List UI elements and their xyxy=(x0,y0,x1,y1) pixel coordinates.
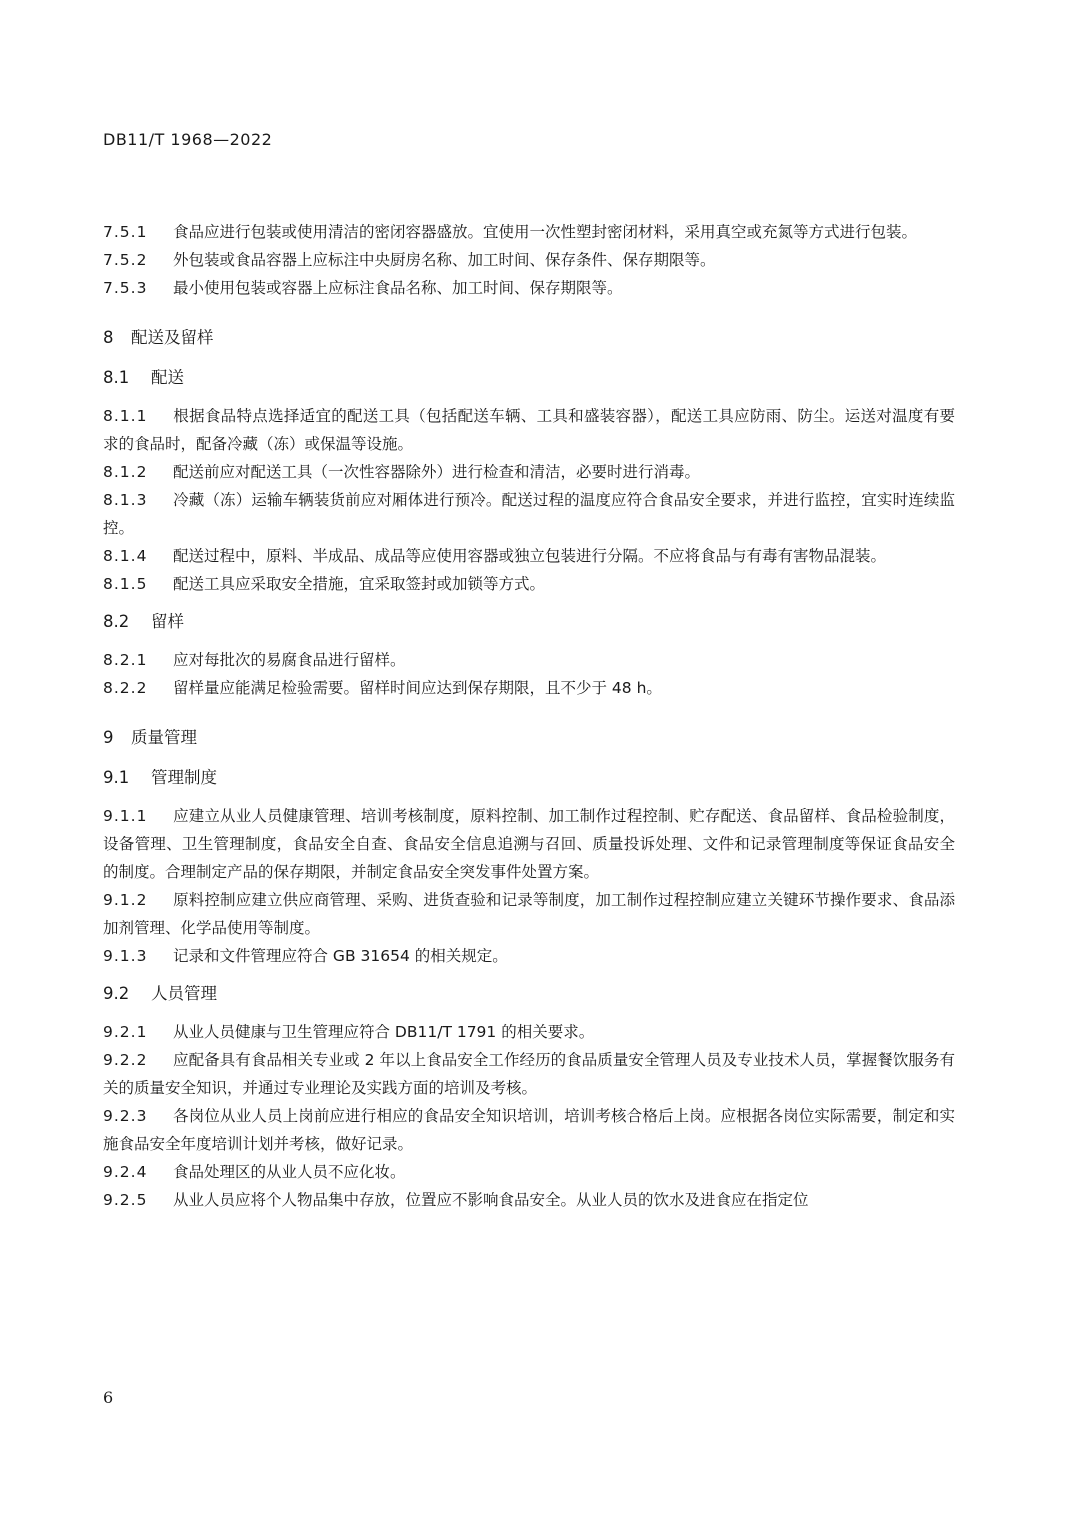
clause-number: 7.5.1 xyxy=(103,223,148,241)
clause-number: 8.2.2 xyxy=(103,679,148,697)
clause-9-2-3 xyxy=(103,1102,955,1158)
section-title: 留样 xyxy=(151,612,184,631)
clause-number: 9.2.1 xyxy=(103,1023,148,1041)
clause-9-1-2 xyxy=(103,886,955,942)
clause-text: 外包装或食品容器上应标注中央厨房名称、加工时间、保存条件、保存期限等。 xyxy=(173,251,716,269)
section-title: 配送 xyxy=(151,368,184,387)
section-heading-9-2 xyxy=(103,980,955,1008)
section-heading-8 xyxy=(103,324,955,352)
clause-8-1-4 xyxy=(103,542,955,570)
clause-number: 9.2.2 xyxy=(103,1051,148,1069)
clause-8-1-1 xyxy=(103,402,955,458)
clause-9-1-3 xyxy=(103,942,955,970)
section-number: 9.2 xyxy=(103,984,130,1003)
section-title: 人员管理 xyxy=(151,984,217,1003)
clause-number: 9.1.1 xyxy=(103,807,148,825)
clause-number: 8.1.4 xyxy=(103,547,148,565)
clause-9-2-1 xyxy=(103,1018,955,1046)
clause-text: 从业人员应将个人物品集中存放，位置应不影响食品安全。从业人员的饮水及进食应在指定位 xyxy=(173,1191,809,1209)
clause-9-2-4 xyxy=(103,1158,955,1186)
clause-text: 各岗位从业人员上岗前应进行相应的食品安全知识培训，培训考核合格后上岗。应根据各岗位实际需要，制定和实施食品安全年度培训计划并考核，做好记录。 xyxy=(103,1107,955,1153)
clause-text: 根据食品特点选择适宜的配送工具（包括配送车辆、工具和盛装容器），配送工具应防雨、防尘。运送对温度有要求的食品时，配备冷藏（冻）或保温等设施。 xyxy=(103,407,955,453)
section-number: 8 xyxy=(103,328,114,347)
section-number: 8.2 xyxy=(103,612,130,631)
page-number: 6 xyxy=(103,1388,114,1407)
section-title: 配送及留样 xyxy=(131,328,214,347)
clause-number: 9.1.3 xyxy=(103,947,148,965)
clause-text: 记录和文件管理应符合 GB 31654 的相关规定。 xyxy=(173,947,508,965)
clause-9-1-1 xyxy=(103,802,955,886)
clause-text: 从业人员健康与卫生管理应符合 DB11/T 1791 的相关要求。 xyxy=(173,1023,595,1041)
clause-9-2-5 xyxy=(103,1186,955,1214)
clause-text: 冷藏（冻）运输车辆装货前应对厢体进行预冷。配送过程的温度应符合食品安全要求，并进行监控，宜实时连续监控。 xyxy=(103,491,955,537)
clause-7-5-1 xyxy=(103,218,955,246)
document-body xyxy=(103,218,955,1214)
clause-9-2-2 xyxy=(103,1046,955,1102)
clause-text: 配送前应对配送工具（一次性容器除外）进行检查和清洁，必要时进行消毒。 xyxy=(173,463,701,481)
clause-text: 应建立从业人员健康管理、培训考核制度，原料控制、加工制作过程控制、贮存配送、食品留样、食品检验制度，设备管理、卫生管理制度，食品安全自查、食品安全信息追溯与召回、质量投诉处理、文件和记录管理制度等保证食品安全的制度。合理制定产品的保存期限，并制定食品安全突发事件处置方案。 xyxy=(103,807,955,881)
clause-text: 食品应进行包装或使用清洁的密闭容器盛放。宜使用一次性塑封密闭材料，采用真空或充氮等方式进行包装。 xyxy=(173,223,918,241)
clause-number: 7.5.2 xyxy=(103,251,148,269)
clause-number: 8.1.5 xyxy=(103,575,148,593)
clause-8-2-1 xyxy=(103,646,955,674)
section-title: 管理制度 xyxy=(151,768,217,787)
section-title: 质量管理 xyxy=(131,728,197,747)
clause-number: 8.1.3 xyxy=(103,491,148,509)
clause-8-1-2 xyxy=(103,458,955,486)
clause-text: 应配备具有食品相关专业或 2 年以上食品安全工作经历的食品质量安全管理人员及专业技术人员，掌握餐饮服务有关的质量安全知识，并通过专业理论及实践方面的培训及考核。 xyxy=(103,1051,955,1097)
clause-text: 应对每批次的易腐食品进行留样。 xyxy=(173,651,406,669)
clause-number: 8.2.1 xyxy=(103,651,148,669)
clause-number: 8.1.1 xyxy=(103,407,148,425)
clause-8-1-5 xyxy=(103,570,955,598)
clause-text: 食品处理区的从业人员不应化妆。 xyxy=(173,1163,406,1181)
clause-7-5-2 xyxy=(103,246,955,274)
clause-text: 配送工具应采取安全措施，宜采取签封或加锁等方式。 xyxy=(173,575,546,593)
clause-text: 最小使用包装或容器上应标注食品名称、加工时间、保存期限等。 xyxy=(173,279,623,297)
section-number: 9 xyxy=(103,728,114,747)
clause-number: 7.5.3 xyxy=(103,279,148,297)
clause-8-2-2 xyxy=(103,674,955,702)
section-heading-8-2 xyxy=(103,608,955,636)
clause-8-1-3 xyxy=(103,486,955,542)
clause-number: 8.1.2 xyxy=(103,463,148,481)
clause-text: 配送过程中，原料、半成品、成品等应使用容器或独立包装进行分隔。不应将食品与有毒有害物品混装。 xyxy=(173,547,887,565)
document-code: DB11/T 1968—2022 xyxy=(103,130,273,149)
clause-text: 原料控制应建立供应商管理、采购、进货查验和记录等制度，加工制作过程控制应建立关键环节操作要求、食品添加剂管理、化学品使用等制度。 xyxy=(103,891,955,937)
clause-number: 9.2.3 xyxy=(103,1107,148,1125)
section-number: 9.1 xyxy=(103,768,130,787)
section-heading-9-1 xyxy=(103,764,955,792)
clause-number: 9.1.2 xyxy=(103,891,148,909)
clause-number: 9.2.4 xyxy=(103,1163,148,1181)
section-number: 8.1 xyxy=(103,368,130,387)
clause-7-5-3 xyxy=(103,274,955,302)
section-heading-8-1 xyxy=(103,364,955,392)
clause-number: 9.2.5 xyxy=(103,1191,148,1209)
clause-text: 留样量应能满足检验需要。留样时间应达到保存期限，且不少于 48 h。 xyxy=(173,679,662,697)
section-heading-9 xyxy=(103,724,955,752)
